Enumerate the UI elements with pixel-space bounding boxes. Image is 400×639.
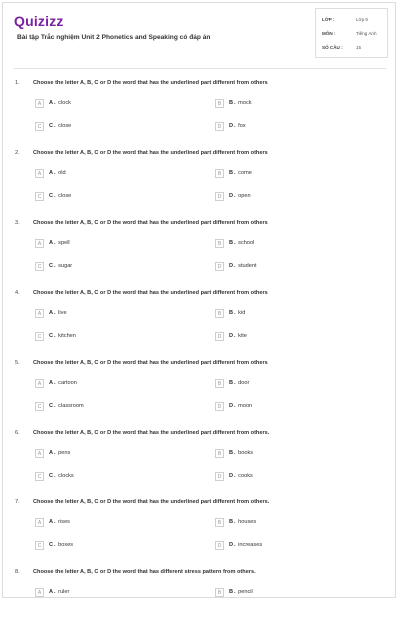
option-dot: . bbox=[54, 170, 56, 176]
option-checkbox[interactable]: B bbox=[215, 379, 224, 388]
option-letter: B bbox=[229, 450, 234, 456]
option-label bbox=[49, 403, 84, 409]
info-label: LỚP : bbox=[322, 17, 335, 22]
header-divider bbox=[14, 68, 386, 69]
option-dot: . bbox=[234, 473, 236, 479]
option-checkbox[interactable]: A bbox=[35, 169, 44, 178]
option-label bbox=[49, 100, 71, 106]
option-text: cartoon bbox=[58, 380, 77, 386]
option-label bbox=[49, 589, 69, 595]
option-label bbox=[229, 263, 257, 269]
option-checkbox[interactable]: A bbox=[35, 379, 44, 388]
option-checkbox[interactable]: C bbox=[35, 192, 44, 201]
option-dot: . bbox=[234, 333, 236, 339]
option-letter: A bbox=[49, 380, 54, 386]
option-letter: B bbox=[229, 100, 234, 106]
option-letter: D bbox=[229, 333, 234, 339]
question-8 bbox=[0, 569, 400, 639]
info-value: 15 bbox=[356, 45, 362, 50]
option-label bbox=[229, 100, 252, 106]
option-text: close bbox=[58, 193, 72, 199]
option-text: mock bbox=[238, 100, 252, 106]
option-letter: A bbox=[49, 310, 54, 316]
option-label bbox=[49, 193, 71, 199]
option-dot: . bbox=[54, 240, 56, 246]
question-7 bbox=[0, 499, 400, 569]
option-text: door bbox=[238, 380, 250, 386]
option-checkbox[interactable]: B bbox=[215, 309, 224, 318]
option-label bbox=[229, 170, 252, 176]
option-text: come bbox=[238, 170, 252, 176]
option-checkbox[interactable]: A bbox=[35, 239, 44, 248]
option-dot: . bbox=[54, 310, 56, 316]
option-text: houses bbox=[238, 519, 257, 525]
question-number: 1. bbox=[15, 80, 20, 86]
option-checkbox[interactable]: B bbox=[215, 99, 224, 108]
option-letter: A bbox=[49, 240, 54, 246]
question-number: 3. bbox=[15, 220, 20, 226]
question-5 bbox=[0, 360, 400, 430]
question-number: 8. bbox=[15, 569, 20, 575]
option-checkbox[interactable]: D bbox=[215, 192, 224, 201]
option-letter: B bbox=[229, 240, 234, 246]
option-checkbox[interactable]: D bbox=[215, 122, 224, 131]
option-label bbox=[229, 240, 254, 246]
option-text: classroom bbox=[58, 403, 84, 409]
page-title: Bài tập Trắc nghiệm Unit 2 Phonetics and Speaking có đáp án bbox=[17, 34, 211, 41]
option-checkbox[interactable]: C bbox=[35, 122, 44, 131]
option-letter: B bbox=[229, 170, 234, 176]
option-checkbox[interactable]: D bbox=[215, 541, 224, 550]
info-box bbox=[315, 8, 388, 58]
option-label bbox=[49, 519, 70, 525]
option-dot: . bbox=[234, 450, 236, 456]
option-dot: . bbox=[54, 403, 56, 409]
question-2 bbox=[0, 150, 400, 220]
option-letter: C bbox=[49, 263, 54, 269]
option-dot: . bbox=[54, 193, 56, 199]
option-letter: C bbox=[49, 123, 54, 129]
option-dot: . bbox=[54, 542, 56, 548]
option-text: open bbox=[238, 193, 251, 199]
option-letter: C bbox=[49, 473, 54, 479]
question-text: Choose the letter A, B, C or D the word that has the underlined part different from others bbox=[33, 150, 268, 156]
option-checkbox[interactable]: C bbox=[35, 262, 44, 271]
option-checkbox[interactable]: C bbox=[35, 402, 44, 411]
option-dot: . bbox=[54, 519, 56, 525]
option-text: boxes bbox=[58, 542, 74, 548]
option-letter: D bbox=[229, 403, 234, 409]
option-text: student bbox=[238, 263, 257, 269]
option-dot: . bbox=[234, 380, 236, 386]
question-text: Choose the letter A, B, C or D the word that has the underlined part different from others bbox=[33, 220, 268, 226]
option-label bbox=[49, 170, 66, 176]
option-letter: A bbox=[49, 519, 54, 525]
option-label bbox=[229, 473, 253, 479]
option-text: kid bbox=[238, 310, 246, 316]
option-letter: C bbox=[49, 333, 54, 339]
option-text: spell bbox=[58, 240, 70, 246]
option-dot: . bbox=[234, 123, 236, 129]
info-value: Lớp 6 bbox=[356, 17, 368, 22]
option-text: fox bbox=[238, 123, 246, 129]
option-checkbox[interactable]: D bbox=[215, 332, 224, 341]
option-dot: . bbox=[234, 170, 236, 176]
option-text: sugar bbox=[58, 263, 73, 269]
option-dot: . bbox=[234, 589, 236, 595]
option-text: rises bbox=[58, 519, 70, 525]
option-checkbox[interactable]: C bbox=[35, 332, 44, 341]
option-label bbox=[229, 333, 247, 339]
option-label bbox=[49, 310, 67, 316]
question-6 bbox=[0, 430, 400, 500]
option-label bbox=[49, 123, 71, 129]
quizizz-logo: Quizizz bbox=[14, 13, 64, 29]
option-label bbox=[49, 380, 77, 386]
option-text: pens bbox=[58, 450, 71, 456]
option-text: kitchen bbox=[58, 333, 76, 339]
info-label: MÔN : bbox=[322, 31, 336, 36]
question-3 bbox=[0, 220, 400, 290]
option-dot: . bbox=[234, 240, 236, 246]
option-text: old bbox=[58, 170, 66, 176]
option-checkbox[interactable]: A bbox=[35, 309, 44, 318]
option-text: clocks bbox=[58, 473, 74, 479]
option-dot: . bbox=[234, 193, 236, 199]
option-label bbox=[49, 240, 70, 246]
option-letter: C bbox=[49, 542, 54, 548]
option-dot: . bbox=[234, 100, 236, 106]
option-checkbox[interactable]: D bbox=[215, 402, 224, 411]
question-text: Choose the letter A, B, C or D the word that has the underlined part different from others bbox=[33, 290, 268, 296]
question-text: Choose the letter A, B, C or D the word that has the underlined part different from others bbox=[33, 80, 268, 86]
question-text: Choose the letter A, B, C or D the word that has the underlined part different from others bbox=[33, 360, 268, 366]
option-checkbox[interactable]: A bbox=[35, 518, 44, 527]
option-dot: . bbox=[234, 310, 236, 316]
option-checkbox[interactable]: A bbox=[35, 449, 44, 458]
option-label bbox=[229, 123, 246, 129]
question-text: Choose the letter A, B, C or D the word that has the underlined part different from others. bbox=[33, 430, 270, 436]
option-text: ruler bbox=[58, 589, 70, 595]
option-text: books bbox=[238, 450, 254, 456]
option-letter: A bbox=[49, 450, 54, 456]
option-text: moon bbox=[238, 403, 253, 409]
option-dot: . bbox=[54, 100, 56, 106]
option-dot: . bbox=[54, 263, 56, 269]
option-label bbox=[229, 403, 252, 409]
option-letter: A bbox=[49, 100, 54, 106]
option-checkbox[interactable]: C bbox=[35, 541, 44, 550]
option-dot: . bbox=[54, 450, 56, 456]
question-number: 2. bbox=[15, 150, 20, 156]
option-checkbox[interactable]: D bbox=[215, 262, 224, 271]
question-text: Choose the letter A, B, C or D the word that has different stress pattern from others. bbox=[33, 569, 256, 575]
question-text: Choose the letter A, B, C or D the word that has the underlined part different from others. bbox=[33, 499, 270, 505]
option-label bbox=[49, 473, 74, 479]
question-number: 5. bbox=[15, 360, 20, 366]
option-checkbox[interactable]: B bbox=[215, 449, 224, 458]
option-letter: D bbox=[229, 123, 234, 129]
option-letter: A bbox=[49, 170, 54, 176]
option-dot: . bbox=[234, 542, 236, 548]
option-letter: B bbox=[229, 380, 234, 386]
option-text: kite bbox=[238, 333, 247, 339]
info-value: Tiếng Anh bbox=[356, 31, 377, 36]
option-dot: . bbox=[54, 473, 56, 479]
option-letter: D bbox=[229, 193, 234, 199]
option-label bbox=[49, 263, 72, 269]
option-checkbox[interactable]: B bbox=[215, 169, 224, 178]
option-label bbox=[229, 193, 251, 199]
option-text: clock bbox=[58, 100, 71, 106]
option-checkbox[interactable]: B bbox=[215, 588, 224, 597]
option-letter: D bbox=[229, 263, 234, 269]
option-text: close bbox=[58, 123, 72, 129]
option-dot: . bbox=[234, 403, 236, 409]
option-label bbox=[229, 380, 249, 386]
option-dot: . bbox=[54, 123, 56, 129]
option-letter: B bbox=[229, 310, 234, 316]
question-number: 7. bbox=[15, 499, 20, 505]
option-letter: D bbox=[229, 542, 234, 548]
option-checkbox[interactable]: D bbox=[215, 472, 224, 481]
option-checkbox[interactable]: B bbox=[215, 239, 224, 248]
option-label bbox=[229, 589, 253, 595]
option-dot: . bbox=[234, 519, 236, 525]
option-label bbox=[49, 450, 70, 456]
question-number: 6. bbox=[15, 430, 20, 436]
option-text: live bbox=[58, 310, 67, 316]
option-letter: B bbox=[229, 589, 234, 595]
option-dot: . bbox=[54, 589, 56, 595]
option-label bbox=[229, 310, 245, 316]
option-dot: . bbox=[54, 333, 56, 339]
option-text: school bbox=[238, 240, 255, 246]
option-text: pencil bbox=[238, 589, 253, 595]
option-letter: C bbox=[49, 403, 54, 409]
option-label bbox=[229, 450, 253, 456]
option-checkbox[interactable]: B bbox=[215, 518, 224, 527]
option-label bbox=[49, 333, 76, 339]
option-text: cooks bbox=[238, 473, 253, 479]
option-checkbox[interactable]: C bbox=[35, 472, 44, 481]
option-dot: . bbox=[234, 263, 236, 269]
option-text: increases bbox=[238, 542, 263, 548]
question-4 bbox=[0, 290, 400, 360]
question-1 bbox=[0, 80, 400, 150]
option-letter: B bbox=[229, 519, 234, 525]
option-label bbox=[229, 519, 256, 525]
option-letter: C bbox=[49, 193, 54, 199]
option-letter: D bbox=[229, 473, 234, 479]
info-label: SỐ CÂU : bbox=[322, 45, 343, 50]
option-label bbox=[49, 542, 73, 548]
option-dot: . bbox=[54, 380, 56, 386]
option-checkbox[interactable]: A bbox=[35, 99, 44, 108]
option-letter: A bbox=[49, 589, 54, 595]
question-number: 4. bbox=[15, 290, 20, 296]
option-label bbox=[229, 542, 262, 548]
option-checkbox[interactable]: A bbox=[35, 588, 44, 597]
